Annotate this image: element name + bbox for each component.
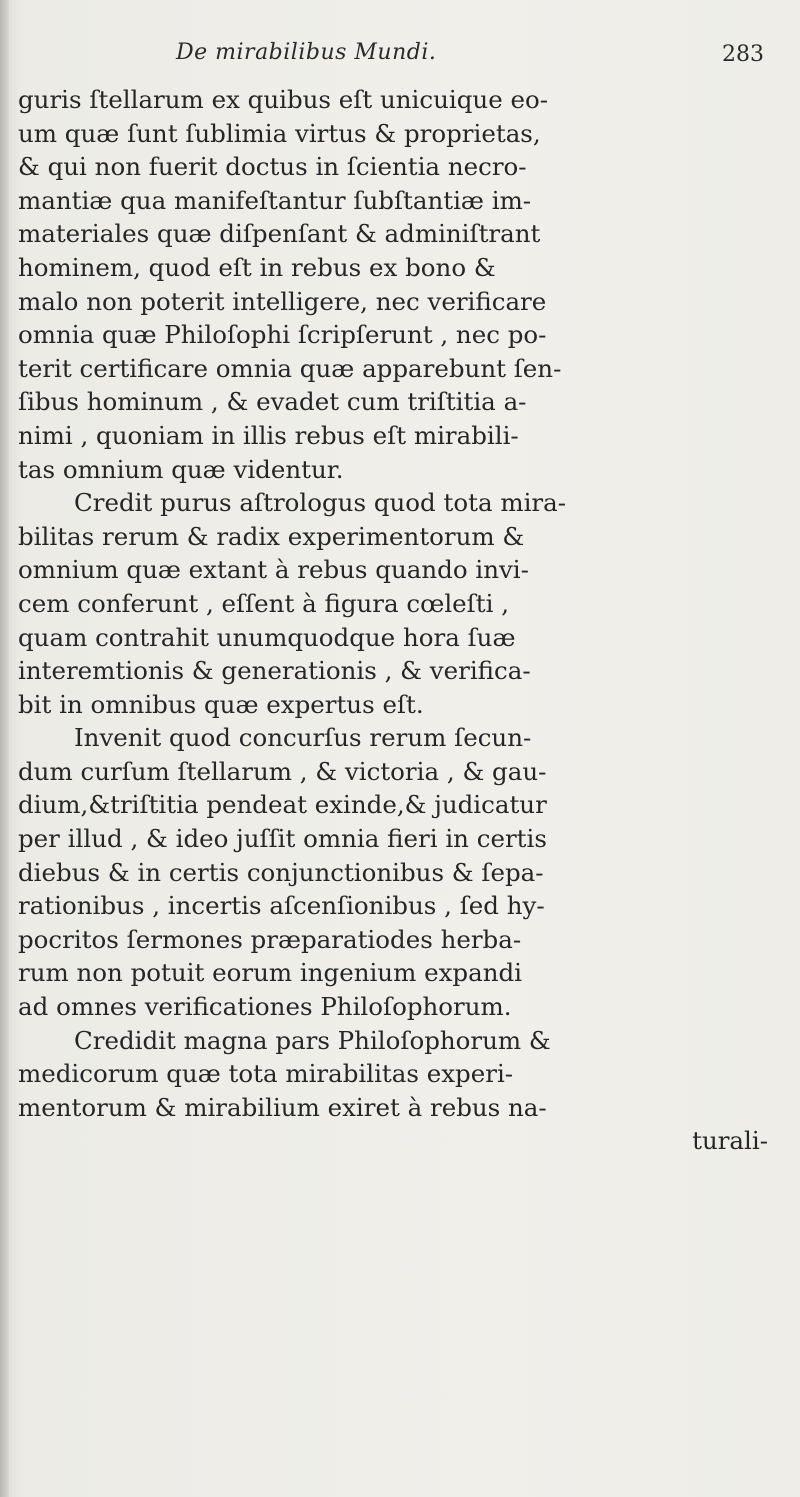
text-line: mentorum & mirabilium exiret à rebus na- xyxy=(18,1092,547,1122)
text-line: pocritos ſermones præparatiodes herba- xyxy=(18,924,522,954)
text-line: dum curſum ſtellarum , & victoria , & gau- xyxy=(18,756,547,786)
text-line: nimi , quoniam in illis rebus eſt mirabili- xyxy=(18,420,519,450)
paragraph-start-line: Credit purus aſtrologus quod tota mira- xyxy=(74,488,566,518)
text-line: materiales quæ diſpenſant & adminiſtrant xyxy=(18,219,541,249)
text-line: ad omnes verificationes Philoſophorum. xyxy=(18,992,512,1022)
text-line: guris ſtellarum ex quibus eſt unicuique eo- xyxy=(18,85,549,114)
text-line: omnia quæ Philoſophi ſcripſerunt , nec po- xyxy=(18,320,547,350)
text-line: hominem, quod eſt in rebus ex bono & xyxy=(18,252,496,282)
text-line: bit in omnibus quæ expertus eſt. xyxy=(18,689,424,719)
text-line: dium,&triſtitia pendeat exinde,& judicatur xyxy=(18,790,547,820)
text-line: ſibus hominum , & evadet cum triſtitia a- xyxy=(18,387,527,417)
text-line: tas omnium quæ videntur. xyxy=(18,454,344,484)
text-line: per illud , & ideo juſſit omnia fieri in certis xyxy=(18,824,547,854)
text-line: medicorum quæ tota mirabilitas experi- xyxy=(18,1059,514,1089)
page-number: 283 xyxy=(722,42,764,67)
text-line: omnium quæ extant à rebus quando invi- xyxy=(18,555,529,585)
text-line: diebus & in certis conjunctionibus & ſepa- xyxy=(18,857,544,887)
text-line: rationibus , incertis aſcenſionibus , ſed hy- xyxy=(18,891,545,921)
text-line: bilitas rerum & radix experimentorum & xyxy=(18,521,525,551)
catchword: turali- xyxy=(692,1126,768,1156)
text-line: interemtionis & generationis , & verifica- xyxy=(18,656,531,686)
text-line: cem conferunt , eſſent à figura cœleſti , xyxy=(18,588,509,618)
page-gutter xyxy=(0,0,9,1497)
body-text xyxy=(18,83,798,1158)
text-line: quam contrahit unumquodque hora ſuæ xyxy=(18,622,516,652)
page-header xyxy=(0,40,800,80)
running-title: De mirabilibus Mundi. xyxy=(176,40,437,65)
text-line: malo non poterit intelligere, nec verificare xyxy=(18,286,547,316)
text-line: rum non potuit eorum ingenium expandi xyxy=(18,958,523,988)
text-line: & qui non fuerit doctus in ſcientia necro- xyxy=(18,152,527,182)
paragraph-start-line: Invenit quod concurſus rerum ſecun- xyxy=(74,723,532,753)
text-line: terit certificare omnia quæ apparebunt ſen- xyxy=(18,353,562,383)
text-line: mantiæ qua manifeſtantur ſubſtantiæ im- xyxy=(18,185,532,215)
paragraph-start-line: Credidit magna pars Philoſophorum & xyxy=(74,1025,551,1055)
text-line: um quæ ſunt ſublimia virtus & proprietas, xyxy=(18,118,541,148)
